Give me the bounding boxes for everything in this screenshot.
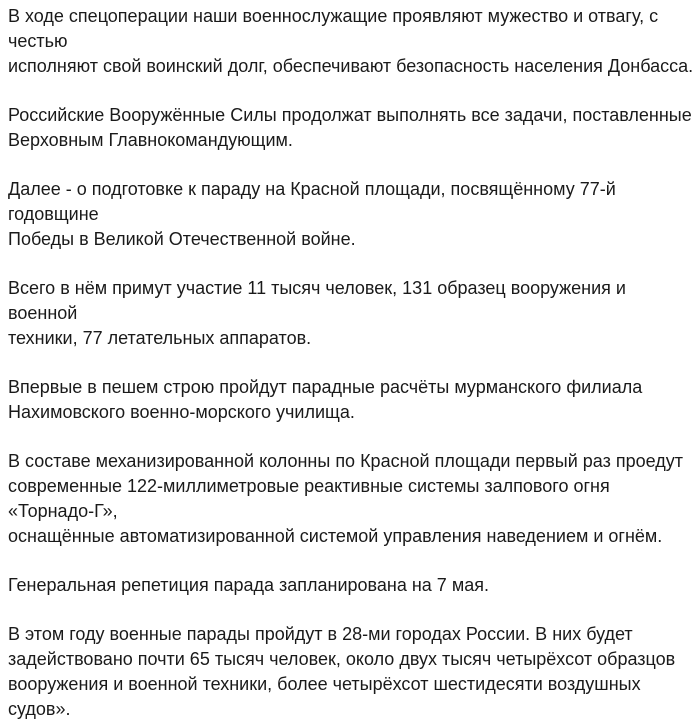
paragraph-parade-participants: Всего в нём примут участие 11 тысяч человек, 131 образец вооружения и военной техники, 77 летательных аппаратов. bbox=[8, 278, 626, 348]
paragraph-nakhimov-school: Впервые в пешем строю пройдут парадные расчёты мурманского филиала Нахимовского военно-морского училища. bbox=[8, 377, 643, 422]
article-body bbox=[0, 4, 700, 722]
paragraph-rehearsal-date: Генеральная репетиция парада запланирована на 7 мая. bbox=[8, 575, 489, 595]
paragraph-parade-preparation: Далее - о подготовке к параду на Красной площади, посвящённому 77-й годовщине Победы в Великой Отечественной войне. bbox=[8, 179, 616, 249]
paragraph-armed-forces-tasks: Российские Вооружённые Силы продолжат выполнять все задачи, поставленные Верховным Главнокомандующим. bbox=[8, 105, 692, 150]
paragraph-parades-in-cities: В этом году военные парады пройдут в 28-ми городах России. В них будет задействовано почти 65 тысяч человек, около двух тысяч четырёхсот образцов вооружения и военной техники, более четырёхсот шестидесяти воздушных судов». bbox=[8, 624, 676, 719]
paragraph-tornado-g: В составе механизированной колонны по Красной площади первый раз проедут современные 122-миллиметровые реактивные системы залпового огня «Торнадо-Г», оснащённые автоматизированной системой управления наведением и огнём. bbox=[8, 451, 683, 546]
paragraph-special-operation: В ходе спецоперации наши военнослужащие проявляют мужество и отвагу, с честью исполняют свой воинский долг, обеспечивают безопасность населения Донбасса. bbox=[8, 6, 694, 76]
